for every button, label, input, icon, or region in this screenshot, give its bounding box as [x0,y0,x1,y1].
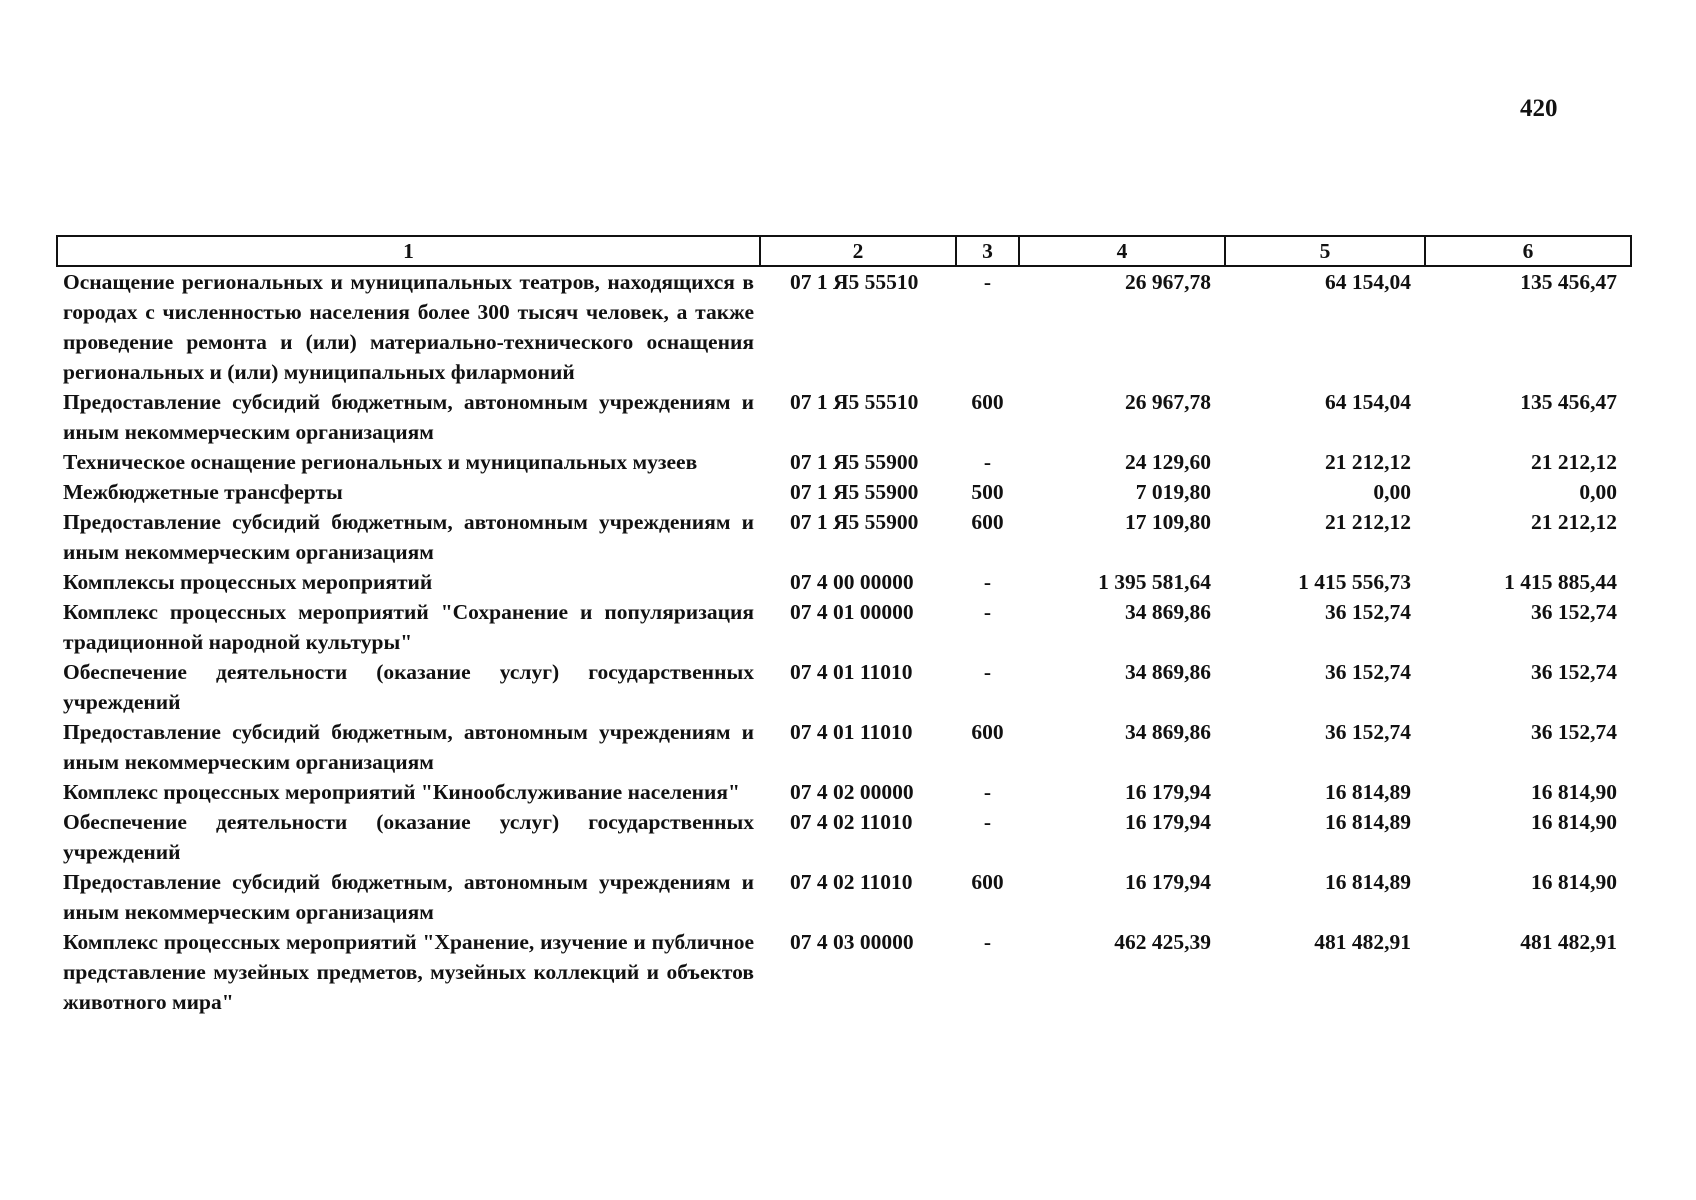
page-number: 420 [1520,95,1558,122]
item-name: Предоставление субсидий бюджетным, автономным учреждениям и иным некоммерческим организациям [63,720,754,774]
budget-table [56,235,1632,1017]
amount-col-6: 16 814,90 [1531,780,1617,804]
amount-col-6: 1 415 885,44 [1504,570,1617,594]
budget-code: 07 4 03 00000 [790,930,914,954]
budget-code: 07 4 02 11010 [790,810,913,834]
column-header-2: 2 [760,236,956,266]
amount-col-4: 7 019,80 [1135,480,1211,504]
amount-col-6: 135 456,47 [1520,390,1617,414]
budget-code: 07 1 Я5 55900 [790,480,919,504]
item-name: Комплексы процессных мероприятий [63,570,433,594]
amount-col-5: 64 154,04 [1325,270,1411,294]
item-name: Оснащение региональных и муниципальных театров, находящихся в городах с численностью населения более 300 тысяч человек, а также проведение ремонта и (или) материально-технического оснащения региональных и (или) муниципальных филармоний [63,270,754,384]
item-name: Обеспечение деятельности (оказание услуг) государственных учреждений [63,660,754,714]
expense-type: 500 [971,480,1004,504]
amount-col-4: 462 425,39 [1114,930,1211,954]
budget-code: 07 4 00 00000 [790,570,914,594]
table-row [57,266,1631,387]
expense-type: 600 [971,720,1004,744]
expense-type: 600 [971,870,1004,894]
amount-col-5: 16 814,89 [1325,870,1411,894]
amount-col-4: 34 869,86 [1125,660,1211,684]
expense-type: - [983,660,992,684]
amount-col-5: 36 152,74 [1325,720,1411,744]
amount-col-6: 481 482,91 [1520,930,1617,954]
table-row [57,807,1631,867]
amount-col-6: 135 456,47 [1520,270,1617,294]
amount-col-4: 34 869,86 [1125,600,1211,624]
amount-col-4: 34 869,86 [1125,720,1211,744]
item-name: Предоставление субсидий бюджетным, автономным учреждениям и иным некоммерческим организациям [63,390,754,444]
amount-col-4: 24 129,60 [1125,450,1211,474]
amount-col-4: 1 395 581,64 [1098,570,1211,594]
budget-code: 07 4 01 11010 [790,660,913,684]
amount-col-6: 36 152,74 [1531,600,1617,624]
amount-col-4: 17 109,80 [1125,510,1211,534]
item-name: Обеспечение деятельности (оказание услуг) государственных учреждений [63,810,754,864]
item-name: Комплекс процессных мероприятий "Сохранение и популяризация традиционной народной культуры" [63,600,754,654]
amount-col-5: 64 154,04 [1325,390,1411,414]
amount-col-6: 16 814,90 [1531,870,1617,894]
budget-code: 07 4 01 00000 [790,600,914,624]
table-row [57,777,1631,807]
budget-code: 07 1 Я5 55510 [790,270,919,294]
table-row [57,597,1631,657]
table-row [57,477,1631,507]
item-name: Предоставление субсидий бюджетным, автономным учреждениям и иным некоммерческим организациям [63,870,754,924]
expense-type: - [983,810,992,834]
column-header-4: 4 [1019,236,1225,266]
amount-col-4: 16 179,94 [1125,810,1211,834]
amount-col-6: 21 212,12 [1531,510,1617,534]
expense-type: - [983,600,992,624]
budget-code: 07 4 01 11010 [790,720,913,744]
column-header-3: 3 [956,236,1019,266]
amount-col-5: 21 212,12 [1325,450,1411,474]
table-row [57,507,1631,567]
amount-col-6: 36 152,74 [1531,720,1617,744]
item-name: Межбюджетные трансферты [63,480,343,504]
amount-col-5: 0,00 [1373,480,1411,504]
budget-code: 07 4 02 00000 [790,780,914,804]
amount-col-4: 26 967,78 [1125,270,1211,294]
table-row [57,867,1631,927]
amount-col-5: 1 415 556,73 [1298,570,1411,594]
table-row [57,657,1631,717]
amount-col-6: 36 152,74 [1531,660,1617,684]
table-row [57,927,1631,1017]
expense-type: - [983,570,992,594]
table-header [57,236,1631,266]
budget-code: 07 1 Я5 55900 [790,450,919,474]
table-row [57,387,1631,447]
item-name: Техническое оснащение региональных и муниципальных музеев [63,450,698,474]
amount-col-6: 0,00 [1579,480,1617,504]
amount-col-6: 21 212,12 [1531,450,1617,474]
table-row [57,567,1631,597]
table-body [57,266,1631,1017]
expense-type: - [983,780,992,804]
amount-col-5: 21 212,12 [1325,510,1411,534]
budget-code: 07 1 Я5 55510 [790,390,919,414]
amount-col-5: 481 482,91 [1314,930,1411,954]
column-header-6: 6 [1425,236,1631,266]
amount-col-5: 36 152,74 [1325,660,1411,684]
expense-type: 600 [971,510,1004,534]
budget-code: 07 1 Я5 55900 [790,510,919,534]
expense-type: 600 [971,390,1004,414]
column-header-1: 1 [57,236,760,266]
budget-code: 07 4 02 11010 [790,870,913,894]
amount-col-6: 16 814,90 [1531,810,1617,834]
expense-type: - [983,930,992,954]
item-name: Предоставление субсидий бюджетным, автономным учреждениям и иным некоммерческим организациям [63,510,754,564]
amount-col-5: 16 814,89 [1325,810,1411,834]
expense-type: - [983,270,992,294]
amount-col-5: 36 152,74 [1325,600,1411,624]
column-header-5: 5 [1225,236,1425,266]
amount-col-4: 16 179,94 [1125,870,1211,894]
item-name: Комплекс процессных мероприятий "Хранение, изучение и публичное представление музейных предметов, музейных коллекций и объектов животного мира" [63,930,754,1014]
amount-col-4: 26 967,78 [1125,390,1211,414]
item-name: Комплекс процессных мероприятий "Кинообслуживание населения" [63,780,740,804]
amount-col-4: 16 179,94 [1125,780,1211,804]
table-row [57,717,1631,777]
expense-type: - [983,450,992,474]
amount-col-5: 16 814,89 [1325,780,1411,804]
table-row [57,447,1631,477]
